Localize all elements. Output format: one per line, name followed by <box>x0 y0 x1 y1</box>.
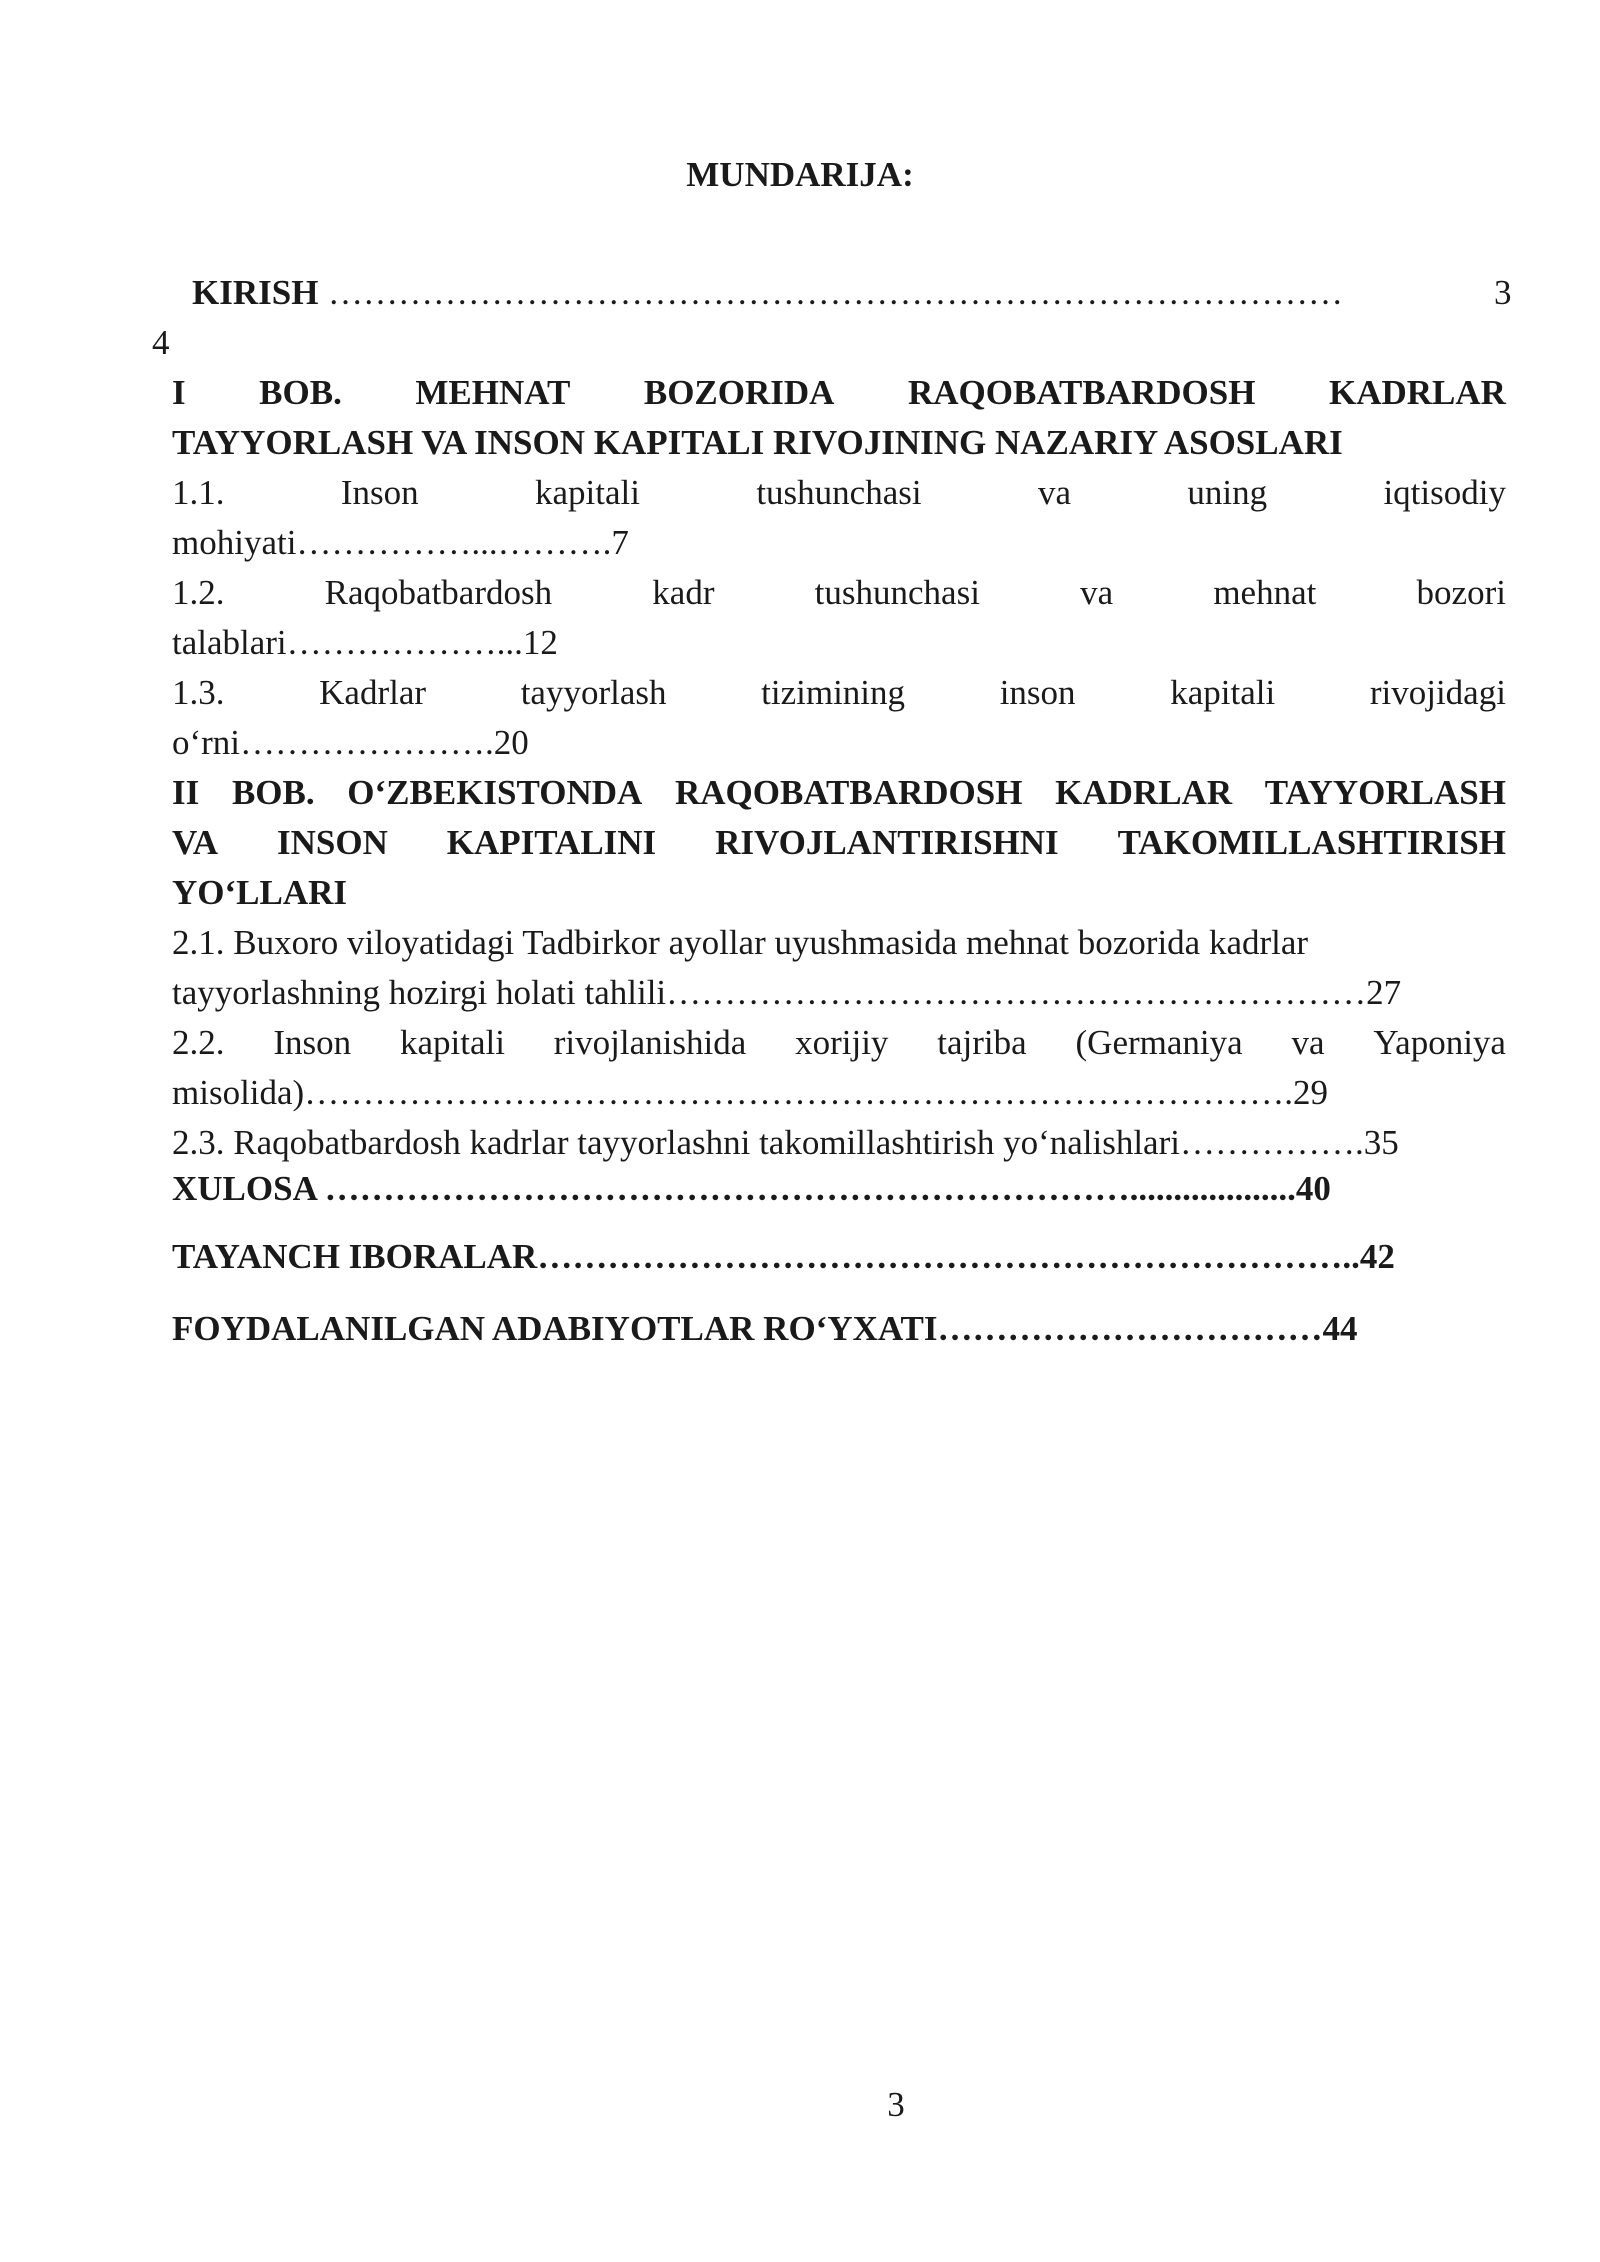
word: uning <box>1187 473 1268 512</box>
word: bozori <box>1416 573 1506 612</box>
word: Raqobatbardosh <box>324 573 553 612</box>
toc-kirish-leader: …………………………………………………………………………… <box>328 273 1343 312</box>
page-title: MUNDARIJA: <box>686 155 914 194</box>
word: tushunchasi <box>756 473 922 512</box>
word: II <box>172 773 200 812</box>
toc-chapter1-line1 <box>172 368 1506 418</box>
toc-section-1-3-line2: o‘rni………………….20 <box>172 723 529 762</box>
word: O‘ZBEKISTONDA <box>347 773 643 812</box>
word: kadr <box>652 573 715 612</box>
word: RAQOBATBARDOSH <box>674 773 1023 812</box>
word: I <box>172 373 186 412</box>
word: Yaponiya <box>1373 1023 1506 1062</box>
toc-kirish-page: 3 <box>1494 273 1512 312</box>
toc-chapter2-line2 <box>172 818 1506 868</box>
toc-section-2-3-line1: 2.3. Raqobatbardosh kadrlar tayyorlashni takomillashtirish yo‘nalishlari…………….35 <box>172 1123 1399 1162</box>
word: KAPITALINI <box>446 823 657 862</box>
toc-xulosa: XULOSA ……………………………………………………………...................40 <box>172 1169 1331 1208</box>
word: TAKOMILLASHTIRISH <box>1117 823 1506 862</box>
word: Inson <box>340 473 419 512</box>
word: tushunchasi <box>814 573 980 612</box>
word: Kadrlar <box>319 673 427 712</box>
word: TAYYORLASH <box>1264 773 1506 812</box>
toc-chapter1-line2: TAYYORLASH VA INSON KAPITALI RIVOJINING NAZARIY ASOSLARI <box>172 423 1343 462</box>
word: tajriba <box>937 1023 1027 1062</box>
word: (Germaniya <box>1075 1023 1243 1062</box>
word: MEHNAT <box>415 373 571 412</box>
word: va <box>1080 573 1114 612</box>
word: 1.1. <box>172 473 225 512</box>
word: mehnat <box>1213 573 1317 612</box>
word: va <box>1291 1023 1325 1062</box>
word: INSON <box>276 823 388 862</box>
toc-section-1-2-line2: talablari………………...12 <box>172 623 558 662</box>
toc-chapter2-line3: YO‘LLARI <box>172 873 348 912</box>
word: rivojidagi <box>1369 673 1506 712</box>
word: 1.3. <box>172 673 225 712</box>
page-number: 3 <box>887 2085 905 2124</box>
word: xorijiy <box>795 1023 889 1062</box>
word: BOB. <box>231 773 315 812</box>
toc-section-2-1-line2: tayyorlashning hozirgi holati tahlili……………………………………………………27 <box>172 973 1402 1012</box>
word: KADRLAR <box>1055 773 1233 812</box>
word: va <box>1037 473 1071 512</box>
word: tizimining <box>761 673 906 712</box>
word: RAQOBATBARDOSH <box>907 373 1256 412</box>
word: RIVOJLANTIRISHNI <box>715 823 1059 862</box>
toc-section-2-2-line1 <box>172 1018 1506 1068</box>
word: 1.2. <box>172 573 225 612</box>
word: kapitali <box>399 1023 505 1062</box>
word: inson <box>999 673 1076 712</box>
toc-section-2-2-line2: misolida)………………………………………………………………………….29 <box>172 1073 1328 1112</box>
word: kapitali <box>535 473 640 512</box>
word: 2.2. <box>172 1023 225 1062</box>
word: iqtisodiy <box>1383 473 1506 512</box>
toc-section-1-3-line1 <box>172 668 1506 718</box>
toc-kirish-label: KIRISH <box>192 273 319 312</box>
toc-section-1-1-line1 <box>172 468 1506 518</box>
toc-section-1-1-line2: mohiyati……………...……….7 <box>172 523 629 562</box>
word: VA <box>172 823 219 862</box>
toc-tayanch-iboralar: TAYANCH IBORALAR……………………………………………………………..42 <box>172 1237 1395 1276</box>
word: KADRLAR <box>1329 373 1506 412</box>
toc-foydalanilgan-adabiyotlar: FOYDALANILGAN ADABIYOTLAR RO‘YXATI……………………………44 <box>172 1309 1358 1348</box>
word: BOB. <box>259 373 342 412</box>
word: tayyorlash <box>520 673 667 712</box>
toc-chapter2-line1 <box>172 768 1506 818</box>
word: BOZORIDA <box>643 373 835 412</box>
stray-digit: 4 <box>152 323 170 362</box>
toc-section-2-1-line1: 2.1. Buxoro viloyatidagi Tadbirkor ayollar uyushmasida mehnat bozorida kadrlar <box>172 923 1309 962</box>
toc-section-1-2-line1 <box>172 568 1506 618</box>
word: rivojlanishida <box>553 1023 747 1062</box>
word: kapitali <box>1170 673 1276 712</box>
word: Inson <box>273 1023 352 1062</box>
